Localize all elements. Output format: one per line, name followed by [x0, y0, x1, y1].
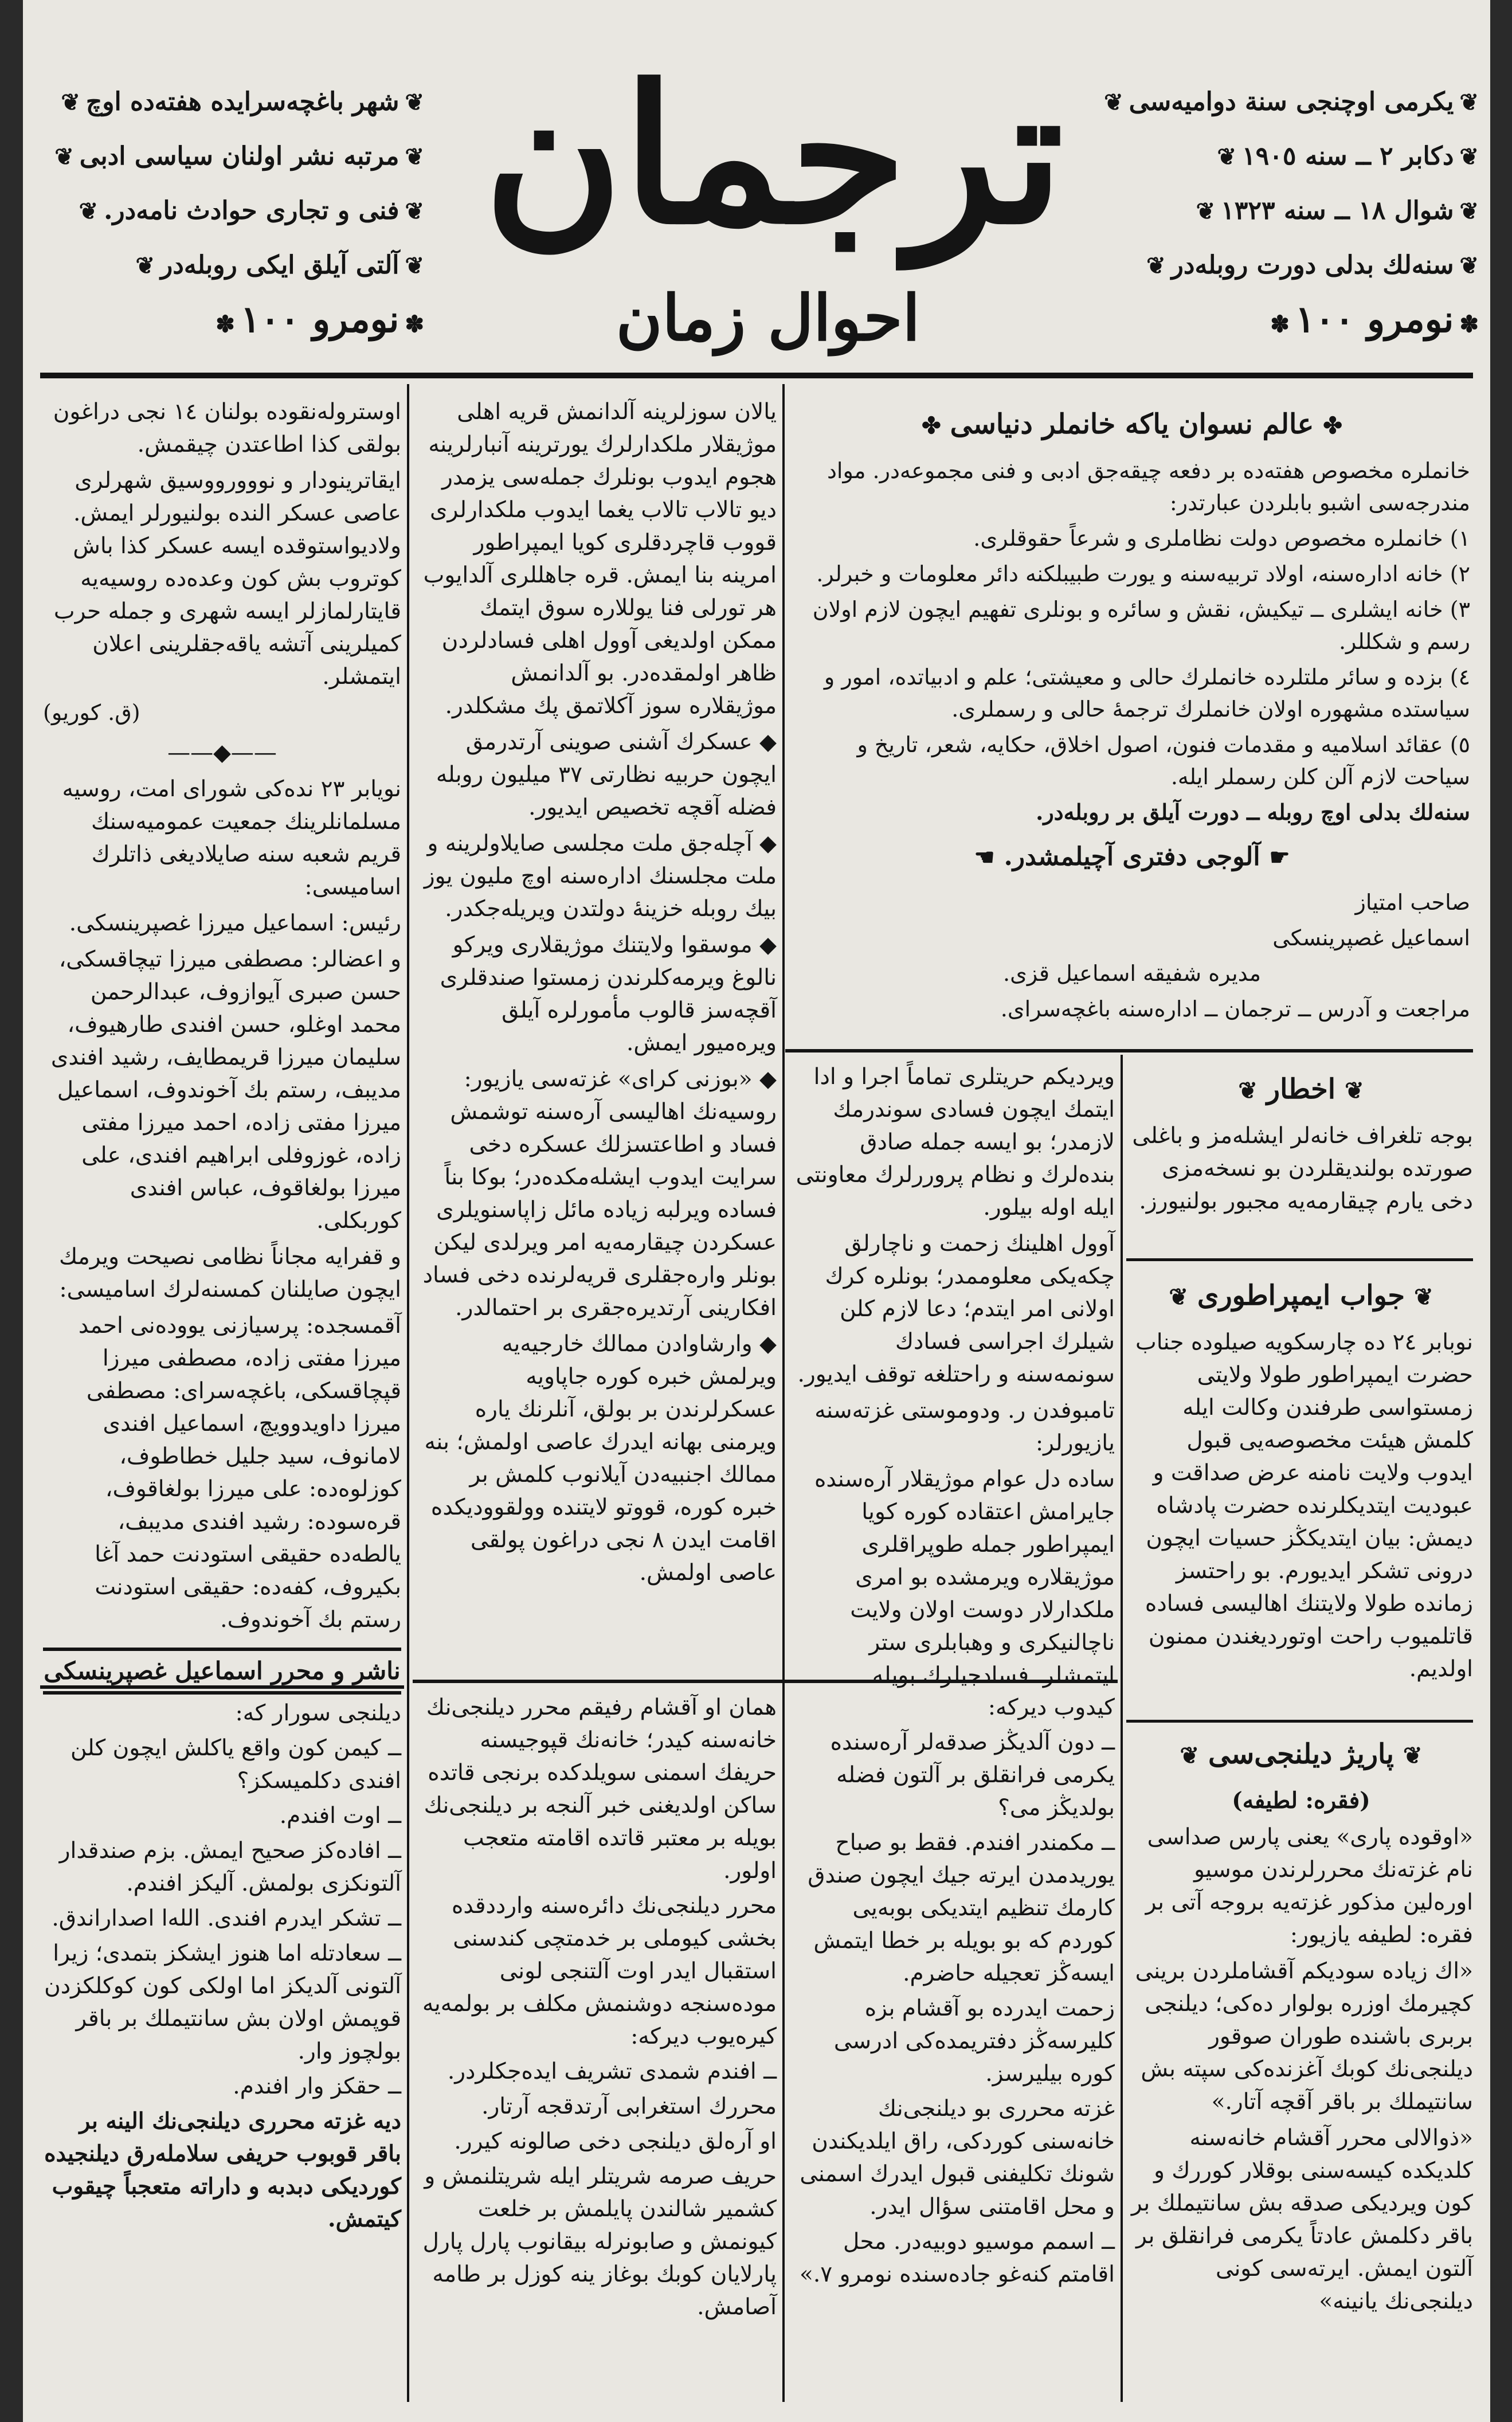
- mid-right-column-bottom: [794, 1691, 1115, 2402]
- paragraph: ٤) بزده و سائر ملتلرده خانملرك حالى و معيشتى؛ علم و ادبياتده، امور و سياستده مشهوره اولان خانملرك ترجمهٔ حالى و رسملرى.: [824, 664, 1470, 722]
- news-item: ◆ عسكرك آشنى صوينى آرتدرمق ايچون حربيه نظارتى ٣٧ ميليون روبله فضله آقچه تخصيص ايديور.: [436, 729, 777, 820]
- ornament-icon: ❦: [79, 198, 99, 225]
- ornament-icon: ✤: [922, 412, 941, 439]
- paragraph: ٢) خانه ادارەسنه، اولاد تربيەسنه و يورت طبيبلكنه دائر معلومات و خبرلر.: [816, 561, 1470, 586]
- ornament-icon: ✤: [1323, 412, 1342, 439]
- source-attribution: (ق. كوريو): [43, 700, 140, 725]
- paragraph: آقمسجده: پرسيازنى يوودەنى احمد ميرزا مفتى زاده، مصطفى ميرزا قپچاقسكى، باغچەسراى: مصطفى ميرزا داويدوويچ، اسماعيل افندى لامانوف، سيد جليل خطاطوف، كوزلوه‌ده: على ميرزا بولغاقوف، قره‌سوده: رشيد افندى مديبف، يالطه‌ده حقيقى استودنت حمد آغا بكيروف، كفه‌ده: حقيقى استودنت رستم بك آخوندوف.: [78, 1313, 401, 1633]
- masthead-price-line: ❦سنەلك بدلى دورت روبلەدر❦: [1095, 238, 1484, 292]
- section-rule: [785, 1049, 1473, 1052]
- separator: ——◆——: [167, 739, 277, 766]
- ornament-icon: ❦: [135, 252, 155, 279]
- news-item: ◆ آچلەجق ملت مجلسى صايلاولرينه و ملت مجلسنك ادارەسنه اوچ مليون يوز بيك روبله خزينهٔ دولتدن ويريلەجكدر.: [424, 831, 777, 922]
- ornament-icon: ❦: [1180, 1742, 1199, 1769]
- masthead-issue-number: ✽نومرو ١٠٠✽: [1095, 292, 1484, 347]
- ornament-icon: ❦: [1345, 1077, 1364, 1104]
- newspaper-page: [23, 0, 1490, 2422]
- paragraph: ــ سعادتله اما هنوز ايشكز بتمدى؛ زيرا آلتونى آلديكز اما اولكى كون كوكلكزدن قوپمش اولان بش سانتيملك بر باقر بولچوز وار.: [44, 1940, 401, 2064]
- subscription-notice: ☛آلوجى دفترى آچيلمشدر.☚: [794, 834, 1470, 881]
- ornament-icon: ❦: [1403, 1742, 1423, 1769]
- masthead-hijri-line: ❦شوال ١٨ ــ سنه ١٣٢٣❦: [1095, 183, 1484, 238]
- paragraph: ــ حقكز وار افندم.: [233, 2073, 401, 2099]
- paragraph: كيدوب ديركه:: [988, 1695, 1115, 1720]
- section-heading: ✤عالم نسوان ياكە خانملر دنياسى✤: [794, 401, 1470, 449]
- newspaper-title: ترجمان: [484, 44, 1064, 266]
- news-item: ◆ وارشاوادن ممالك خارجيه‌يه ويرلمش خبره كوره جاپاويه عسكرلرندن بر بولق، آنلرنك يارە ويرمنى بهانه ايدرك عاصى اولمش؛ بنه ممالك اجنبيه‌دن آيلانوب كلمش بر خبره كوره، قووتو لايتنده وولقووديكده اقامت ايدن ٨ نجى دراغون پولقى عاصى اولمش.: [424, 1331, 777, 1586]
- paragraph: زحمت ايدرده بو آقشام بزه كليرسەڭز دفتريمده‌كى ادرسى كوره بيليرسز.: [833, 1995, 1115, 2087]
- paragraph: همان او آقشام رفيقم محرر ديلنجى‌نك خانەسنه كيدر؛ خانەنك قپوجيسنه حريفك اسمنى سويلدكده برنجى قاتده ساكن اولديغنى خبر آلنجه بر ديلنجى‌نك بويله بر معتبر قاتده اقامته متعجب اولور.: [424, 1695, 777, 1884]
- news-column: [418, 396, 777, 1674]
- masthead-info-left: [40, 75, 430, 373]
- imperial-reply-article: [1129, 1267, 1473, 1714]
- left-news-column: [43, 396, 401, 1685]
- column-rule: [782, 384, 785, 2402]
- masthead-year-line: ❦يكرمى اوچنجى سنة دواميەسى❦: [1095, 75, 1484, 129]
- paragraph: ــ افاده‌كز صحيح ايمش. بزم صندقدار آلتونكزى بولمش. آليكز افندم.: [59, 1838, 401, 1896]
- paragraph: نويابر ٢٣ نده‌كى شوراى امت، روسيه مسلمانلرينك جمعيت عموميەسنك قريم شعبه سنه صايلاديغى ذاتلرك اساميسى:: [62, 776, 401, 900]
- section-rule: [1126, 1258, 1473, 1261]
- section-heading: ❦جواب ايمپراطورى❦: [1129, 1273, 1473, 1320]
- owner-label: صاحب امتياز: [1355, 890, 1470, 915]
- column-rule: [407, 384, 409, 2402]
- subscription-price: سنەلك بدلى اوچ روبله ــ دورت آيلق بر روبلەدر.: [1036, 799, 1470, 825]
- paragraph: ويرديكم حريتلرى تماماً اجرا و ادا ايتمك ايچون فسادى سوندرمك لازمدر؛ بو ايسه جمله صادق بندەلرك و نظام پروررلرك معاونتى ايله اوله بيلور.: [796, 1064, 1115, 1220]
- paragraph: ١) خانملره مخصوص دولت نظاملرى و شرعاً حقوقلرى.: [973, 526, 1470, 551]
- ornament-icon: ❦: [61, 89, 80, 116]
- paragraph: خانملره مخصوص هفتەدە بر دفعه چيقەجق ادبى و فنى مجموعەدر. مواد مندرجەسى اشبو بابلردن عبارتدر:: [826, 458, 1470, 515]
- ornament-icon: ❦: [405, 198, 424, 225]
- ornament-icon: ✽: [1270, 311, 1290, 338]
- masthead-type-line: ❦مرتبه نشر اولنان سياسى ادبى❦: [40, 129, 430, 183]
- ornament-icon: ❦: [1459, 252, 1479, 279]
- paris-beggar-story: [1129, 1725, 1473, 2402]
- paragraph: محرر ديلنجى‌نك دائرەسنه وارددقده بخشى كيوملى بر خدمتچى كندسنى استقبال ايدر اوت آلتنجى لونى موده‌سنجه دوشنمش مكلف بر بولمەيه كيرەيوب ديركه:: [422, 1893, 777, 2049]
- ornament-icon: ❦: [54, 143, 74, 170]
- paragraph: ايقاترينودار و نووورووسيق شهرلرى عاصى عسكر الندە بولنيورلر ايمش. ولاديواستوقده ايسه عسكر كذا باش كوتروب بش كون وعدەده روسيەيه قايتارلمازلر ايسه شهرى و جمله حرب كميلرينى آتشه ياقەجقلرينى اعلان ايتمشلر.: [53, 468, 401, 690]
- news-item: ◆ «بوزنى كراى» غزته‌سى يازيور: روسيەنك اهاليسى آرەسنه توشمش فساد و اطاعتسزلك عسكره دخى سرايت ايدوب ايشلەمكده‌در؛ بوكا بناً فساده ويرلبه زياده مائل زاپاسنويلرى عسكردن چيقارمەيه امر ويرلدى ليكن بونلر وارەجقلرى قريەلرنده دخى فساد افكارينى آرتديرەجقرى بر احتمالدر.: [422, 1066, 777, 1321]
- section-heading: ❦پاريژ ديلنجى‌سى❦: [1129, 1731, 1473, 1779]
- section-heading: ❦اخطار❦: [1129, 1066, 1473, 1114]
- paragraph: ــ دون آلديڭز صدقەلر آرەسنده يكرمى فرانقلق بر آلتون فضله بولديڭز مى؟: [830, 1730, 1115, 1821]
- ornament-icon: ✽: [405, 311, 424, 338]
- paragraph: «اوقوده پارى» يعنى پارس صداسى نام غزته‌نك محررلرندن موسيو اوره‌لين مذكور غزته‌يه بروجه آتى بر فقره: لطيفه يازيور:: [1145, 1824, 1473, 1948]
- paragraph: ــ مكمندر افندم. فقط بو صباح يوريدمدن ايرته جيك ايچون صندق كارمك تنظيم ايتديكى بو‌بەيى كوردم كه بو بويله بر خطا ايتمش ايسەڭز تعجيله حاضرم.: [808, 1830, 1115, 1986]
- paragraph: او آرەلق ديلنجى دخى صالونه كيرر.: [454, 2128, 777, 2154]
- editor-name: مديره شفيقه اسماعيل قزى.: [1003, 961, 1261, 986]
- paragraph: ديلنجى سورار كه:: [235, 1700, 401, 1726]
- story-continuation-column: [418, 1691, 777, 2402]
- paragraph: ــ افندم شمدى تشريف ايده‌جكلردر.: [447, 2059, 777, 2084]
- story-subheading: (فقره: لطيفه): [1232, 1787, 1370, 1814]
- womens-world-announcement: [794, 396, 1470, 1043]
- masthead-date-line: ❦دكابر ٢ ــ سنه ١٩٠٥❦: [1095, 129, 1484, 183]
- paragraph: بوجه تلغراف خانەلر ايشلەمز و باغلى صورتده بولنديقلردن بو نسخەمزى دخى يارم چيقارمەيه مجبور بولنيورز.: [1132, 1123, 1473, 1214]
- masthead-frequency-line: ❦شهر باغچەسرايدە هفتەدە اوچ❦: [40, 75, 430, 129]
- ornament-icon: ❦: [405, 89, 424, 116]
- paragraph: «ذوالالى محرر آقشام خانەسنه كلديكده كيسه‌سنى بوقلار كوررك و كون ويرديكى صدقه بش سانتيملك بر باقر دكلمش عادتاً يكرمى فرانقلق بر آلتون ايمش. ايرتەسى كونى ديلنجى‌نك يانينه»: [1131, 2125, 1473, 2314]
- paragraph: ساده دل عوام موژيقلار آرەسنده جايرامش اعتقاده كوره كويا ايمپراطور جمله طوپراقلرى موژيقلاره ويرمشده بو امرى ملكدارلار دوست اولان ولايت ناچالنيكرى و وهبابلرى ستر ايتمشلر. فسادجيلرك بويله: [814, 1466, 1115, 1688]
- masthead-topics-line: ❦فنى و تجارى حوادث نامەدر.❦: [40, 183, 430, 238]
- paragraph: نوبابر ٢٤ ده چارسكويه صيلوده جناب حضرت ايمپراطور طولا ولايتى زمستواسى طرفندن وكالت ايله كلمش هيئت مخصوصەيى قبول ايدوب ولايت نامنه عرض صداقت و عبوديت ايتديكلرنده حضرت پادشاه ديمش: بيان ايتديكڭز حسيات ايچون درونى تشكر ايديورم. بو راحتسز زمانده طولا ولايتنك اهاليسى فساده قاتلميوب راحت اوتورديغندن ممنون اولديم.: [1135, 1329, 1473, 1682]
- paragraph: و اعضالر: مصطفى ميرزا تيچاقسكى، حسن صبرى آيوازوف، عبدالرحمن محمد اوغلو، حسن افندى طارهيوف، سليمان ميرزا قريمطايف، رشيد افندى مديبف، رستم بك آخوندوف، اسماعيل ميرزا مفتى زاده، احمد ميرزا مفتى زاده، غوزوفلى ابراهيم افندى، على ميرزا بولغاقوف، عباس افندى كوربكلى.: [50, 946, 401, 1234]
- paragraph: ــ كيمن كون واقع ياكلش ايچون كلن افندى دكلميسكز؟: [70, 1735, 401, 1794]
- mid-right-column-top: [794, 1061, 1115, 1688]
- ornament-icon: ❦: [1459, 198, 1479, 225]
- ornament-icon: ❦: [1196, 198, 1216, 225]
- ornament-icon: ❦: [1459, 89, 1479, 116]
- paragraph: ٥) عقائد اسلاميه و مقدمات فنون، اصول اخلاق، حكايه، شعر، تاريخ و سياحت لازم آلن كلن رسملر ايله.: [857, 732, 1470, 789]
- owner-name: اسماعيل غصپرينسكى: [1272, 925, 1470, 950]
- address: مراجعت و آدرس ــ ترجمان ــ ادارەسنه باغچەسراى.: [1000, 996, 1470, 1022]
- paragraph: ــ اوت افندم.: [279, 1803, 401, 1829]
- ornament-icon: ❦: [1104, 89, 1123, 116]
- paragraph: ديه غزته محررى ديلنجى‌نك الينه بر باقر قوبوب حريفى سلاملەرق ديلنجيدە كورديكى دبدبه و داراته متعجباً چيقوب كيتمش.: [44, 2108, 401, 2232]
- masthead-rule: [40, 373, 1473, 378]
- pointing-hand-icon: ☛: [1269, 844, 1290, 871]
- paragraph: ٣) خانه ايشلرى ــ تيكيش، نقش و سائره و بونلرى تفهيم ايچون لازم اولان رسم و شكللر.: [812, 597, 1470, 654]
- paragraph: ــ اسمم موسيو دوبيه‌در. محل اقامتم كنەغو جاده‌سنده نومرو ٧.»: [800, 2229, 1115, 2287]
- masthead-info-right: [1095, 75, 1484, 373]
- section-rule: [1126, 1720, 1473, 1723]
- newspaper-subtitle: احوال زمان: [616, 281, 920, 355]
- ornament-icon: ❦: [1217, 143, 1237, 170]
- paragraph: محررك استغرابى آرتدقجه آرتار.: [481, 2094, 777, 2119]
- masthead-halfyear-line: ❦آلتى آيلق ايكى روبلەدر❦: [40, 238, 430, 292]
- left-story-column: [43, 1697, 401, 2402]
- ornament-icon: ❦: [405, 143, 424, 170]
- paragraph: ــ تشكر ايدرم افندى. الله‌ا اصداراندق.: [52, 1905, 401, 1931]
- masthead-issue-number: ✽نومرو ١٠٠✽: [40, 292, 430, 347]
- ornament-icon: ❦: [1238, 1077, 1258, 1104]
- paragraph: آوول اهلينك زحمت و ناچارلق چكەيكى معلوممدر؛ بونلره كرك اولانى امر ايتدم؛ دعا لازم كلن شيلرك اجراسى فسادك سونمەسنه و راحتلغه توقف ايديور.: [797, 1231, 1115, 1387]
- paragraph: «اك زياده سوديكم آقشاملردن برينى كچيرمك اوزره بولوار ده‌كى؛ ديلنجى بربرى باشنده طوران صوقور ديلنجى‌نك كوبك آغزنده‌كى سپتە بش سانتيملك بر باقر آقچه آتار.»: [1135, 1958, 1473, 2115]
- paragraph: يالان سوزلرينه آلدانمش قريه اهلى موژيقلار ملكدارلرك يورترينه آنبارلرينه هجوم ايدوب بونلرك جملەسى يزمدر ديو تالاب تالاب يغما ايدوب ملكدارلرى قووب قاچردقلرى كويا ايمپراطور امرينه بنا ايمش. قره جاهللرى آلدايوب هر تورلى فنا يوللاره سوق ايتمك ممكن اولديغى آوول اهلى فسادلردن ظاهر اولمقدەدر. بو آلدانمش موژيقلاره سوز آكلاتمق پك مشكلدر.: [423, 399, 777, 719]
- ornament-icon: ❦: [1459, 143, 1479, 170]
- ornament-icon: ❦: [1169, 1284, 1188, 1310]
- paragraph: اوستروله‌نقوده بولنان ١٤ نجى دراغون بولقى كذا اطاعتدن چيقمش.: [53, 399, 401, 457]
- ornament-icon: ✽: [1459, 311, 1479, 338]
- news-item: ◆ موسقوا ولايتنك موژيقلارى ويركو نالوغ ويرمەكلرندن زمستوا صندقلرى آقچەسز قالوب مأمورلره آيلق ويرەميور ايمش.: [440, 932, 777, 1056]
- ornament-icon: ❦: [1414, 1284, 1433, 1310]
- pointing-hand-icon: ☚: [974, 844, 995, 871]
- column-rule: [1121, 1055, 1123, 2402]
- ornament-icon: ❦: [405, 252, 424, 279]
- ornament-icon: ❦: [1146, 252, 1166, 279]
- paragraph: غزته محررى بو ديلنجى‌نك خانەسنى كوردكى، راق ايلديكندن شونك تكليفنى قبول ايدرك اسمنى و محل اقامتنى سؤال ايدر.: [800, 2096, 1115, 2220]
- warning-notice: [1129, 1061, 1473, 1250]
- paragraph: رئيس: اسماعيل ميرزا غصپرينسكى.: [69, 910, 401, 936]
- paragraph: حريف صرمه شريتلر ايله شريتلنمش و كشمير شالندن پايلمش بر خلعت كيونمش و صابونرله بيقانوب پارل پارل پارلايان كوبك بوغاز ينه كوزل بر طامه آصامش.: [422, 2163, 777, 2320]
- paragraph: و قفرايه مجاناً نظامى نصيحت ويرمك ايچون صايلنان كمسنەلرك اساميسى:: [59, 1244, 401, 1302]
- publisher-line: ناشر و محرر اسماعيل غصپرينسكى: [43, 1648, 401, 1695]
- ornament-icon: ✽: [216, 311, 235, 338]
- paragraph: تامبوفدن ر. ودوموستى غزته‌سنه يازيورلر:: [814, 1398, 1115, 1456]
